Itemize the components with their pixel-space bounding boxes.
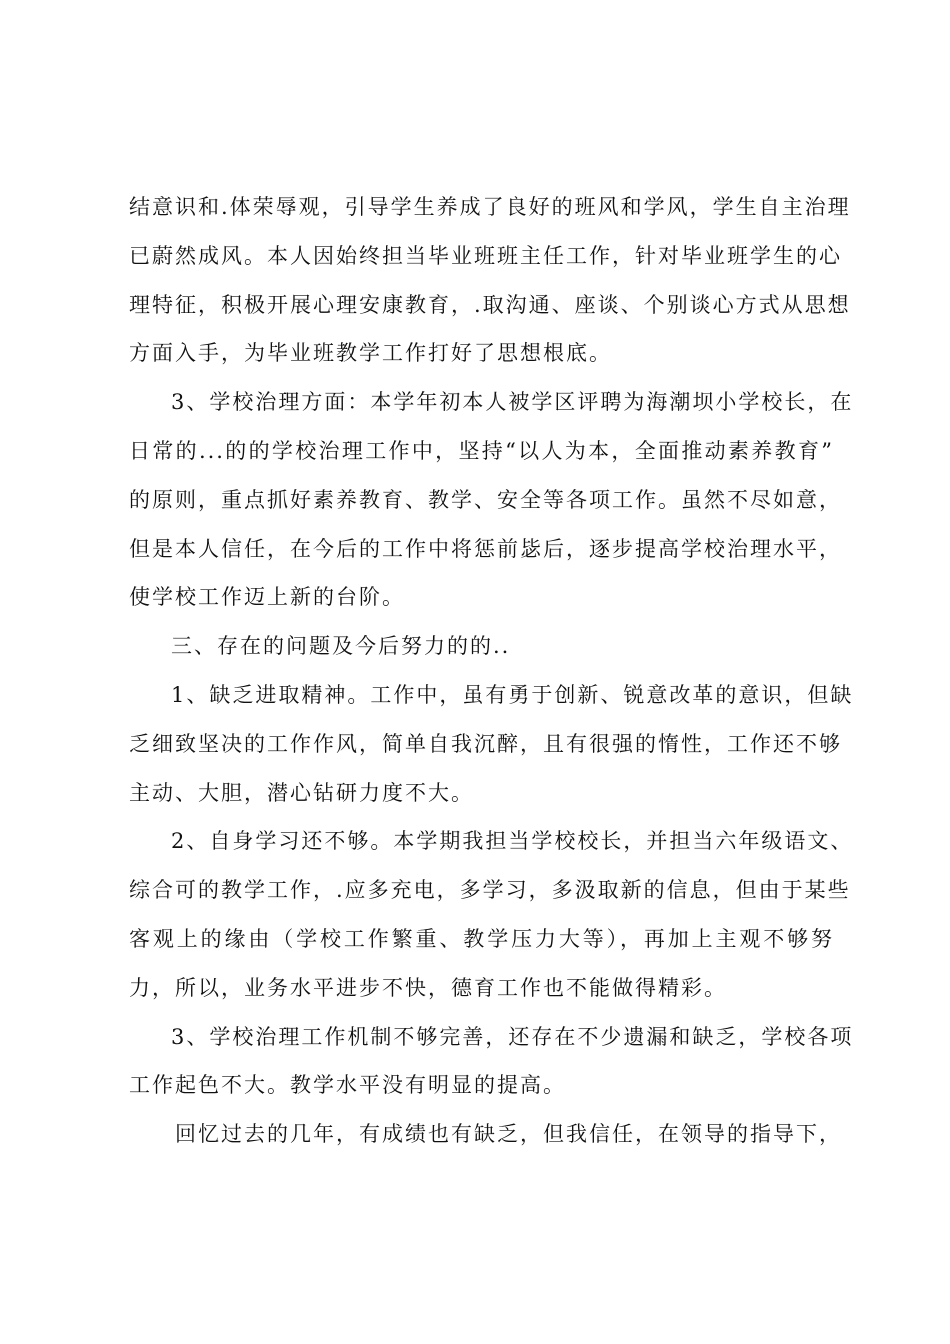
text-line: 综合可的教学工作，.应多充电，多学习，多汲取新的信息，但由于某些 xyxy=(129,878,851,903)
paragraph-start-line: 回忆过去的几年，有成绩也有缺乏，但我信任，在领导的指导下， xyxy=(175,1122,842,1147)
section-heading: 三、存在的问题及今后努力的的.. xyxy=(171,634,511,659)
paragraph-start-line: 3、学校治理方面：本学年初本人被学区评聘为海潮坝小学校长，在 xyxy=(171,390,854,415)
text-line: 日常的...的的学校治理工作中，坚持“以人为本，全面推动素养教育” xyxy=(129,438,834,463)
paragraph-start-line: 1、缺乏进取精神。工作中，虽有勇于创新、锐意改革的意识，但缺 xyxy=(171,682,854,707)
text-line: 方面入手，为毕业班教学工作打好了思想根底。 xyxy=(129,341,612,366)
text-line: 使学校工作迈上新的台阶。 xyxy=(129,585,405,610)
text-line: 理特征，积极开展心理安康教育，.取沟通、座谈、个别谈心方式从思想 xyxy=(129,292,851,317)
text-line: 结意识和.体荣辱观，引导学生养成了良好的班风和学风，学生自主治理 xyxy=(129,195,851,219)
text-line: 工作起色不大。教学水平没有明显的提高。 xyxy=(129,1073,566,1098)
text-line: 客观上的缘由（学校工作繁重、教学压力大等），再加上主观不够努 xyxy=(129,926,834,951)
text-line: 的原则，重点抓好素养教育、教学、安全等各项工作。虽然不尽如意， xyxy=(129,487,842,512)
text-line: 已蔚然成风。本人因始终担当毕业班班主任工作，针对毕业班学生的心 xyxy=(129,243,842,268)
body-text xyxy=(129,183,854,1159)
text-line: 乏细致坚决的工作作风，简单自我沉醉，且有很强的惰性，工作还不够 xyxy=(129,731,842,756)
paragraph-start-line: 2、自身学习还不够。本学期我担当学校校长，并担当六年级语文、 xyxy=(171,829,854,854)
text-line: 力，所以，业务水平进步不快，德育工作也不能做得精彩。 xyxy=(129,975,727,1000)
paragraph-start-line: 3、学校治理工作机制不够完善，还存在不少遗漏和缺乏，学校各项 xyxy=(171,1024,854,1049)
text-line: 但是本人信任，在今后的工作中将惩前毖后，逐步提高学校治理水平， xyxy=(129,536,842,561)
text-line: 主动、大胆，潜心钻研力度不大。 xyxy=(129,780,474,805)
